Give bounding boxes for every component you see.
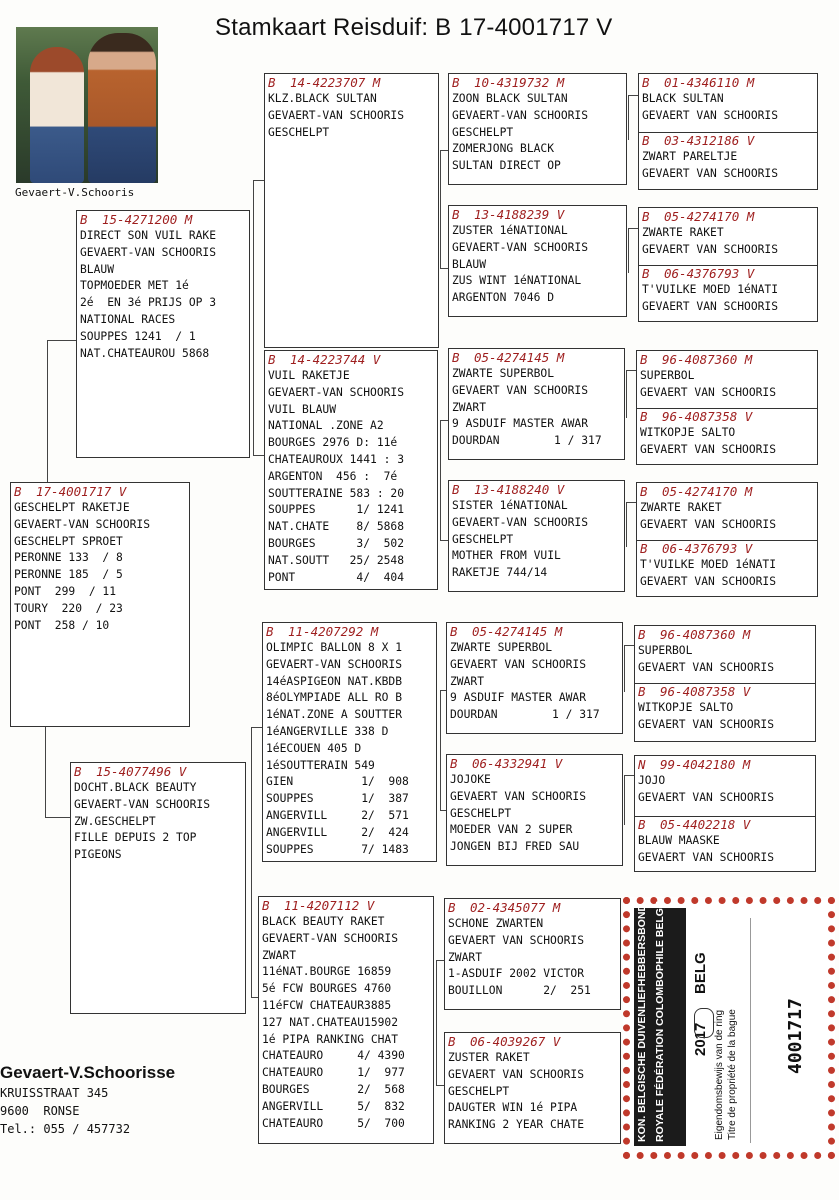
- pigeon-pair-5: [634, 625, 816, 742]
- info-line: GEVAERT VAN SCHOORIS: [642, 299, 779, 313]
- info-line: ZWART: [450, 674, 485, 688]
- connector: [251, 727, 252, 997]
- pigeon-fff: [448, 73, 627, 185]
- stamp-ownership-fr: Titre de propriété de la bague: [727, 1009, 738, 1140]
- info-line: NAT.SOUTT 25/ 2548: [268, 553, 405, 567]
- ring-number: [635, 626, 815, 643]
- info-line: ZWARTE SUPERBOL: [452, 367, 555, 380]
- ring-id: 17-4001717 V: [36, 484, 127, 499]
- ring-id: 06-4376793 V: [662, 541, 753, 556]
- ring-number: [635, 756, 815, 773]
- info-line: SOUPPES 1/ 1241: [268, 503, 405, 517]
- info-line: WITKOPJE SALTO: [638, 701, 734, 714]
- ring-number: [639, 132, 817, 149]
- info-line: GEVAERT VAN SCHOORIS: [642, 108, 779, 122]
- country-code: B: [642, 266, 650, 281]
- ring-number: [449, 481, 624, 498]
- info-line: PONT 299 / 11: [14, 584, 117, 598]
- info-line: SULTAN DIRECT OP: [452, 159, 561, 173]
- ring-id: 13-4188240 V: [474, 482, 565, 497]
- country-code: N: [638, 757, 646, 772]
- connector: [45, 727, 46, 817]
- pigeon-pair-2: [638, 207, 818, 322]
- info-line: NAT.CHATEAUROU 5868: [80, 346, 210, 360]
- info-line: BLAUW: [452, 257, 487, 271]
- info-line: ARGENTON 456 : 7é: [268, 469, 398, 483]
- connector: [628, 228, 638, 229]
- info-line: 1éNAT.ZONE A SOUTTER: [266, 708, 403, 722]
- ring-number: [445, 899, 620, 916]
- ring-number: [77, 211, 249, 228]
- info-line: KLZ.BLACK SULTAN: [268, 92, 377, 105]
- info-line: GEVAERT VAN SCHOORIS: [638, 850, 775, 864]
- info-line: SISTER 1éNATIONAL: [452, 499, 568, 512]
- country-code: B: [448, 1034, 456, 1049]
- ring-number: [447, 755, 622, 772]
- info-line: 11éFCW CHATEAUR3885: [262, 998, 392, 1012]
- info-line: ZWART PARELTJE: [642, 150, 738, 163]
- info-line: GEVAERT-VAN SCHOORIS: [80, 245, 217, 259]
- ring-number: [637, 351, 817, 368]
- pigeon-mmf: [444, 898, 621, 1010]
- ring-id: 11-4207292 M: [288, 624, 379, 639]
- info-line: GESCHELPT: [450, 806, 512, 820]
- info-line: DOURDAN 1 / 317: [452, 434, 602, 448]
- info-line: GESCHELPT: [268, 125, 330, 139]
- info-line: CHATEAURO 5/ 700: [262, 1116, 405, 1130]
- pigeon-father: [76, 210, 250, 458]
- stamp-ring-number: 4001717: [785, 998, 806, 1074]
- info-line: 5é FCW BOURGES 4760: [262, 982, 392, 996]
- info-line: GESCHELPT: [452, 125, 514, 139]
- info-line: ZUSTER 1éNATIONAL: [452, 224, 568, 237]
- info-line: GIEN 1/ 908: [266, 775, 409, 789]
- connector: [251, 997, 258, 998]
- country-code: B: [74, 764, 82, 779]
- connector: [624, 645, 625, 692]
- stamp-divider: [750, 918, 751, 1143]
- info-line: GEVAERT VAN SCHOORIS: [638, 790, 775, 804]
- info-line: SOUPPES 7/ 1483: [266, 842, 409, 856]
- ring-id: 15-4271200 M: [102, 212, 193, 227]
- connector: [253, 455, 264, 456]
- ring-number: [637, 408, 817, 425]
- ring-id: 06-4039267 V: [470, 1034, 561, 1049]
- info-line: GESCHELPT: [452, 532, 514, 546]
- connector: [440, 540, 448, 541]
- stamp-ownership-nl: Eigendomsbewijs van de ring: [714, 1009, 725, 1140]
- ring-id: 01-4346110 M: [664, 75, 755, 90]
- ring-id: 14-4223707 M: [290, 75, 381, 90]
- info-line: BOURGES 2976 D: 11é: [268, 436, 398, 450]
- country-code: B: [452, 350, 460, 365]
- info-line: VUIL BLAUW: [268, 402, 337, 416]
- info-line: GESCHELPT RAKETJE: [14, 501, 130, 514]
- info-line: 9 ASDUIF MASTER AWAR: [452, 417, 589, 431]
- ring-number: [263, 623, 436, 640]
- info-line: TOURY 220 / 23: [14, 601, 123, 615]
- pigeon-main: [10, 482, 190, 727]
- country-code: B: [640, 541, 648, 556]
- pigeon-mfm: [446, 754, 623, 866]
- info-line: NAT.CHATE 8/ 5868: [268, 520, 405, 534]
- connector: [47, 340, 77, 341]
- info-line: ANGERVILL 2/ 424: [266, 825, 409, 839]
- ring-number: [449, 206, 626, 223]
- ring-id: 96-4087360 M: [660, 627, 751, 642]
- info-line: 1-ASDUIF 2002 VICTOR: [448, 967, 585, 981]
- info-line: PONT 4/ 404: [268, 570, 405, 584]
- info-line: 1éECOUEN 405 D: [266, 741, 362, 755]
- info-line: ZWARTE RAKET: [642, 226, 724, 239]
- connector: [440, 150, 441, 268]
- stamp-country: BELG: [692, 952, 709, 994]
- ring-id: 11-4207112 V: [284, 898, 375, 913]
- country-code: B: [450, 756, 458, 771]
- ring-id: 05-4274170 M: [664, 209, 755, 224]
- photo-person-woman: [30, 47, 84, 183]
- owner-address: [0, 1062, 175, 1138]
- pigeon-mother-father: [262, 622, 437, 862]
- info-line: ZOMERJONG BLACK: [452, 142, 555, 156]
- info-line: PERONNE 133 / 8: [14, 551, 123, 565]
- info-line: WITKOPJE SALTO: [640, 426, 736, 439]
- info-line: GEVAERT VAN SCHOORIS: [452, 383, 589, 397]
- info-line: BOURGES 3/ 502: [268, 536, 405, 550]
- connector: [253, 180, 264, 181]
- country-code: B: [642, 75, 650, 90]
- title-ring: 17-4001717 V: [459, 14, 613, 41]
- info-line: RAKETJE 744/14: [452, 566, 548, 580]
- ring-number: [71, 763, 245, 780]
- info-line: GEVAERT-VAN SCHOORIS: [268, 385, 405, 399]
- owner-city: 9600 RONSE: [0, 1104, 80, 1118]
- connector: [440, 420, 441, 540]
- info-line: DOCHT.BLACK BEAUTY: [74, 781, 197, 794]
- country-code: B: [638, 817, 646, 832]
- ring-id: 96-4087360 M: [662, 352, 753, 367]
- info-line: ZW.GESCHELPT: [74, 814, 156, 828]
- connector: [624, 775, 625, 825]
- info-line: SOUPPES 1241 / 1: [80, 329, 196, 343]
- info-line: PERONNE 185 / 5: [14, 568, 123, 582]
- connector: [47, 340, 48, 483]
- info-line: SOUTTERAINE 583 : 20: [268, 486, 405, 500]
- pigeon-logo-icon: [694, 1008, 714, 1038]
- connector: [626, 370, 636, 371]
- info-line: DAUGTER WIN 1é PIPA: [448, 1101, 578, 1115]
- stamp-year: 2017: [692, 1022, 709, 1056]
- info-line: GESCHELPT SPROET: [14, 534, 123, 548]
- country-code: B: [450, 624, 458, 639]
- info-line: GEVAERT-VAN SCHOORIS: [452, 515, 589, 529]
- pigeon-pair-3: [636, 350, 818, 465]
- info-line: GEVAERT VAN SCHOORIS: [638, 717, 775, 731]
- country-code: B: [448, 900, 456, 915]
- pigeon-father-mother: [264, 350, 438, 590]
- ring-number: [449, 349, 624, 366]
- info-line: BOUILLON 2/ 251: [448, 984, 591, 998]
- ring-id: 96-4087358 V: [660, 684, 751, 699]
- ring-number: [637, 540, 817, 557]
- info-line: ANGERVILL 5/ 832: [262, 1099, 405, 1113]
- info-line: GEVAERT VAN SCHOORIS: [450, 789, 587, 803]
- info-line: FILLE DEPUIS 2 TOP: [74, 831, 197, 845]
- ring-number: [637, 483, 817, 500]
- pigeon-pair-4: [636, 482, 818, 597]
- info-line: GEVAERT VAN SCHOORIS: [450, 657, 587, 671]
- ring-number: [639, 74, 817, 91]
- ring-number: [265, 74, 438, 91]
- info-line: PIGEONS: [74, 848, 122, 862]
- country-code: B: [452, 482, 460, 497]
- info-line: 14éASPIGEON NAT.KBDB: [266, 674, 403, 688]
- info-line: 11éNAT.BOURGE 16859: [262, 965, 392, 979]
- pigeon-pair-6: [634, 755, 816, 872]
- info-line: GEVAERT VAN SCHOORIS: [640, 517, 777, 531]
- country-code: B: [640, 484, 648, 499]
- pigeon-mother-mother: [258, 896, 434, 1144]
- ring-id: 05-4274145 M: [472, 624, 563, 639]
- info-line: JOJO: [638, 774, 666, 787]
- info-line: GEVAERT VAN SCHOORIS: [642, 166, 779, 180]
- connector: [626, 502, 627, 547]
- ring-id: 13-4188239 V: [474, 207, 565, 222]
- info-line: VUIL RAKETJE: [268, 369, 350, 382]
- info-line: ZWARTE SUPERBOL: [450, 641, 553, 654]
- info-line: RANKING 2 YEAR CHATE: [448, 1118, 585, 1132]
- info-line: OLIMPIC BALLON 8 X 1: [266, 641, 403, 654]
- connector: [628, 95, 629, 140]
- pigeon-fmm: [448, 480, 625, 592]
- pigeon-mmm: [444, 1032, 621, 1144]
- info-line: 1éSOUTTERAIN 549: [266, 758, 375, 772]
- connector: [440, 420, 448, 421]
- info-line: ARGENTON 7046 D: [452, 291, 555, 305]
- info-line: 2é EN 3é PRIJS OP 3: [80, 296, 217, 310]
- ring-number: [11, 483, 189, 500]
- info-line: ZWART: [448, 950, 483, 964]
- owner-photo: [16, 27, 158, 183]
- country-code: B: [14, 484, 22, 499]
- pigeon-pair-1: [638, 73, 818, 190]
- info-line: GEVAERT VAN SCHOORIS: [448, 933, 585, 947]
- country-code: B: [638, 684, 646, 699]
- ring-number: [639, 265, 817, 282]
- info-line: TOPMOEDER MET 1é: [80, 279, 189, 293]
- connector: [440, 268, 448, 269]
- info-line: GEVAERT-VAN SCHOORIS: [14, 517, 151, 531]
- info-line: GEVAERT VAN SCHOORIS: [640, 385, 777, 399]
- info-line: GEVAERT VAN SCHOORIS: [448, 1067, 585, 1081]
- info-line: SOUPPES 1/ 387: [266, 792, 409, 806]
- info-line: NATIONAL .ZONE A2: [268, 419, 384, 433]
- country-code: B: [640, 352, 648, 367]
- info-line: JONGEN BIJ FRED SAU: [450, 840, 580, 854]
- info-line: GEVAERT-VAN SCHOORIS: [268, 108, 405, 122]
- info-line: ANGERVILL 2/ 571: [266, 808, 409, 822]
- info-line: CHATEAUROUX 1441 : 3: [268, 452, 405, 466]
- country-code: B: [266, 624, 274, 639]
- ring-id: 06-4332941 V: [472, 756, 563, 771]
- info-line: GEVAERT-VAN SCHOORIS: [262, 931, 399, 945]
- info-line: BLACK BEAUTY RAKET: [262, 915, 385, 928]
- info-line: SUPERBOL: [640, 369, 695, 382]
- ring-id: 05-4402218 V: [660, 817, 751, 832]
- ring-number: [449, 74, 626, 91]
- info-line: CHATEAURO 1/ 977: [262, 1066, 405, 1080]
- info-line: DOURDAN 1 / 317: [450, 708, 600, 722]
- ring-number: [445, 1033, 620, 1050]
- info-line: T'VUILKE MOED 1éNATI: [642, 283, 779, 296]
- country-code: B: [80, 212, 88, 227]
- pigeon-fmf: [448, 348, 625, 460]
- photo-caption: Gevaert-V.Schooris: [15, 186, 135, 199]
- country-code: B: [642, 209, 650, 224]
- info-line: BOURGES 2/ 568: [262, 1082, 405, 1096]
- title-label: Stamkaart Reisduif: B: [215, 14, 452, 41]
- pigeon-father-father: [264, 73, 439, 348]
- ring-number: [639, 208, 817, 225]
- ring-id: 96-4087358 V: [662, 409, 753, 424]
- info-line: ZUSTER RAKET: [448, 1051, 530, 1064]
- connector: [624, 645, 634, 646]
- info-line: GESCHELPT: [448, 1084, 510, 1098]
- info-line: NATIONAL RACES: [80, 312, 176, 326]
- info-line: SUPERBOL: [638, 644, 693, 657]
- info-line: SCHONE ZWARTEN: [448, 917, 544, 930]
- info-line: MOTHER FROM VUIL: [452, 549, 561, 563]
- connector: [624, 775, 634, 776]
- info-line: PONT 258 / 10: [14, 618, 110, 632]
- info-line: GEVAERT-VAN SCHOORIS: [74, 797, 211, 811]
- ring-certificate-stamp: [623, 897, 835, 1159]
- stamp-federation-nl: KON. BELGISCHE DUIVENLIEFHEBBERSBOND: [636, 903, 648, 1142]
- info-line: ZWART: [452, 400, 487, 414]
- ring-id: 05-4274170 M: [662, 484, 753, 499]
- info-line: BLACK SULTAN: [642, 92, 724, 105]
- country-code: B: [262, 898, 270, 913]
- pigeon-main-card: [11, 483, 189, 634]
- connector: [628, 228, 629, 273]
- ring-number: [259, 897, 433, 914]
- stamp-federation-fr: ROYALE FÉDÉRATION COLOMBOPHILE BELGE: [654, 901, 666, 1142]
- ring-number: [265, 351, 437, 368]
- connector: [626, 502, 636, 503]
- owner-phone: Tel.: 055 / 457732: [0, 1122, 131, 1136]
- info-line: 1é PIPA RANKING CHAT: [262, 1032, 399, 1046]
- connector: [436, 960, 444, 961]
- info-line: MOEDER VAN 2 SUPER: [450, 823, 573, 837]
- info-line: T'VUILKE MOED 1éNATI: [640, 558, 777, 571]
- ring-id: 15-4077496 V: [96, 764, 187, 779]
- info-line: DIRECT SON VUIL RAKE: [80, 229, 217, 242]
- owner-name: Gevaert-V.Schoorisse: [0, 1063, 176, 1082]
- info-line: ZUS WINT 1éNATIONAL: [452, 274, 582, 288]
- pigeon-mother: [70, 762, 246, 1014]
- info-line: GEVAERT-VAN SCHOORIS: [452, 108, 589, 122]
- country-code: B: [640, 409, 648, 424]
- country-code: B: [268, 352, 276, 367]
- ring-number: [447, 623, 622, 640]
- info-line: BLAUW MAASKE: [638, 834, 720, 847]
- info-line: CHATEAURO 4/ 4390: [262, 1049, 405, 1063]
- info-line: 1éANGERVILLE 338 D: [266, 724, 389, 738]
- info-line: GEVAERT-VAN SCHOORIS: [266, 657, 403, 671]
- info-line: GEVAERT VAN SCHOORIS: [638, 660, 775, 674]
- country-code: B: [268, 75, 276, 90]
- info-line: ZOON BLACK SULTAN: [452, 92, 568, 105]
- ring-id: 03-4312186 V: [664, 133, 755, 148]
- connector: [253, 180, 254, 455]
- info-line: 9 ASDUIF MASTER AWAR: [450, 691, 587, 705]
- info-line: GEVAERT VAN SCHOORIS: [642, 242, 779, 256]
- owner-street: KRUISSTRAAT 345: [0, 1086, 109, 1100]
- info-line: ZWART: [262, 948, 297, 962]
- info-line: GEVAERT VAN SCHOORIS: [640, 574, 777, 588]
- ring-id: 10-4319732 M: [474, 75, 565, 90]
- photo-person-man: [88, 33, 156, 183]
- info-line: GEVAERT VAN SCHOORIS: [640, 442, 777, 456]
- country-code: B: [642, 133, 650, 148]
- ring-id: 05-4274145 M: [474, 350, 565, 365]
- connector: [436, 1085, 444, 1086]
- connector: [626, 370, 627, 418]
- info-line: ZWARTE RAKET: [640, 501, 722, 514]
- country-code: B: [452, 75, 460, 90]
- info-line: JOJOKE: [450, 773, 491, 786]
- connector: [440, 690, 441, 810]
- page-title: [215, 14, 613, 42]
- country-code: B: [638, 627, 646, 642]
- connector: [440, 150, 448, 151]
- info-line: 127 NAT.CHATEAU15902: [262, 1015, 399, 1029]
- ring-id: 99-4042180 M: [660, 757, 751, 772]
- ring-id: 14-4223744 V: [290, 352, 381, 367]
- info-line: 8éOLYMPIADE ALL RO B: [266, 691, 403, 705]
- connector: [45, 817, 70, 818]
- pigeon-ffm: [448, 205, 627, 317]
- connector: [436, 960, 437, 1085]
- country-code: B: [452, 207, 460, 222]
- ring-id: 02-4345077 M: [470, 900, 561, 915]
- ring-number: [635, 816, 815, 833]
- pigeon-mff: [446, 622, 623, 734]
- info-line: BLAUW: [80, 262, 115, 276]
- ring-id: 06-4376793 V: [664, 266, 755, 281]
- connector: [628, 95, 638, 96]
- info-line: GEVAERT-VAN SCHOORIS: [452, 240, 589, 254]
- ring-number: [635, 683, 815, 700]
